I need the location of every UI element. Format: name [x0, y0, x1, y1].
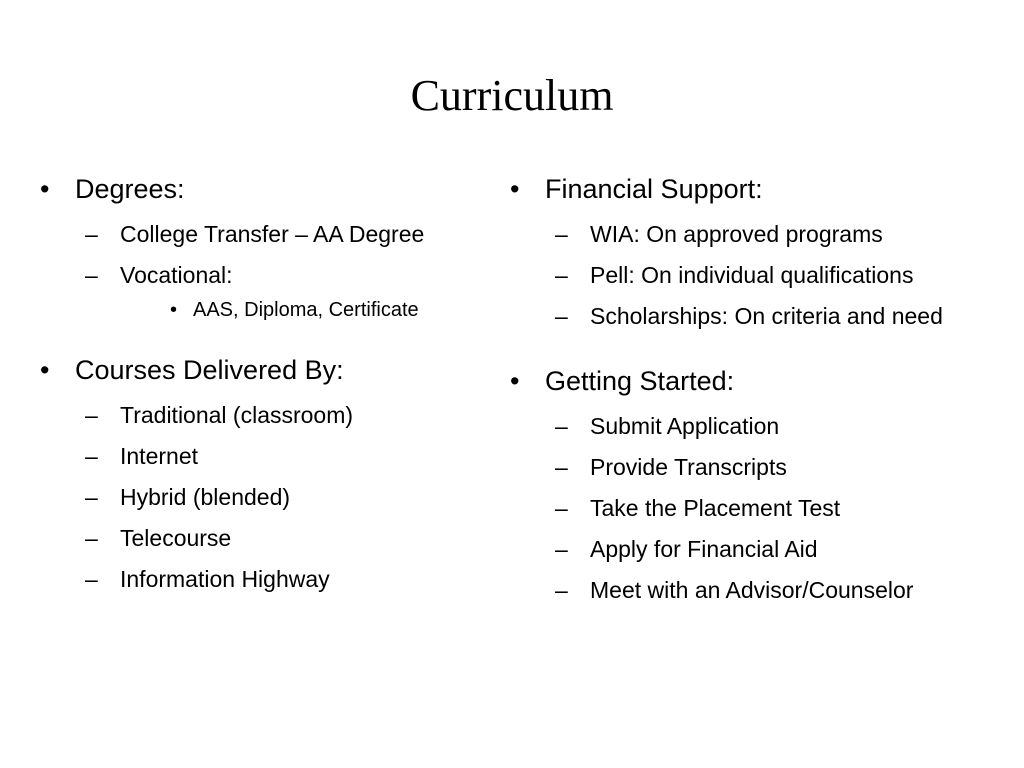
list-item: [555, 298, 1015, 334]
bullet-icon: •: [510, 366, 520, 396]
bullet-icon: •: [170, 299, 178, 321]
list-item: [85, 257, 505, 293]
list-item-text: Provide Transcripts: [590, 454, 787, 480]
dash-icon: –: [555, 303, 568, 329]
getting-started-heading: Getting Started:: [545, 366, 735, 396]
right-column: [500, 170, 1015, 608]
dash-icon: –: [85, 402, 98, 428]
dash-icon: –: [85, 221, 98, 247]
dash-icon: –: [555, 577, 568, 603]
financial-section: [500, 170, 1015, 334]
list-item-text: Scholarships: On criteria and need: [590, 303, 943, 329]
list-item: [85, 561, 505, 597]
bullet-icon: •: [40, 174, 50, 204]
list-item: [555, 531, 1015, 567]
left-column: [30, 170, 505, 597]
courses-section: [30, 351, 505, 597]
list-item-text: Apply for Financial Aid: [590, 536, 818, 562]
dash-icon: –: [85, 484, 98, 510]
list-item: [85, 520, 505, 556]
list-item-text: Take the Placement Test: [590, 495, 841, 521]
list-item-text: WIA: On approved programs: [590, 221, 883, 247]
list-item-text: Hybrid (blended): [120, 484, 291, 510]
list-item: [555, 216, 1015, 252]
dash-icon: –: [555, 495, 568, 521]
list-item-text: Information Highway: [120, 566, 330, 592]
list-item-text: College Transfer – AA Degree: [120, 221, 425, 247]
sub-list-item: [140, 295, 505, 325]
sub-list-item-text: AAS, Diploma, Certificate: [193, 299, 419, 321]
list-item-text: Pell: On individual qualifications: [590, 262, 914, 288]
getting-started-heading-row: [500, 362, 1015, 400]
slide-title: Curriculum: [410, 71, 614, 120]
financial-heading: Financial Support:: [545, 174, 763, 204]
financial-heading-row: [500, 170, 1015, 208]
list-item-text: Meet with an Advisor/Counselor: [590, 577, 914, 603]
list-item: [555, 490, 1015, 526]
degrees-heading-row: [30, 170, 505, 208]
courses-heading-row: [30, 351, 505, 389]
dash-icon: –: [555, 454, 568, 480]
dash-icon: –: [555, 413, 568, 439]
degrees-heading: Degrees:: [75, 174, 185, 204]
list-item: [85, 397, 505, 433]
dash-icon: –: [85, 525, 98, 551]
list-item-text: Vocational:: [120, 262, 233, 288]
list-item: [555, 257, 1015, 293]
list-item-text: Telecourse: [120, 525, 232, 551]
list-item: [85, 479, 505, 515]
bullet-icon: •: [510, 174, 520, 204]
list-item: [85, 438, 505, 474]
degrees-section: [30, 170, 505, 325]
dash-icon: –: [85, 443, 98, 469]
list-item-text: Internet: [120, 443, 198, 469]
dash-icon: –: [555, 221, 568, 247]
list-item-text: Traditional (classroom): [120, 402, 354, 428]
list-item: [85, 216, 505, 252]
dash-icon: –: [555, 536, 568, 562]
dash-icon: –: [555, 262, 568, 288]
dash-icon: –: [85, 262, 98, 288]
list-item: [555, 572, 1015, 608]
list-item-text: Submit Application: [590, 413, 780, 439]
bullet-icon: •: [40, 355, 50, 385]
dash-icon: –: [85, 566, 98, 592]
list-item: [555, 449, 1015, 485]
list-item: [555, 408, 1015, 444]
getting-started-section: [500, 362, 1015, 608]
courses-heading: Courses Delivered By:: [75, 355, 344, 385]
